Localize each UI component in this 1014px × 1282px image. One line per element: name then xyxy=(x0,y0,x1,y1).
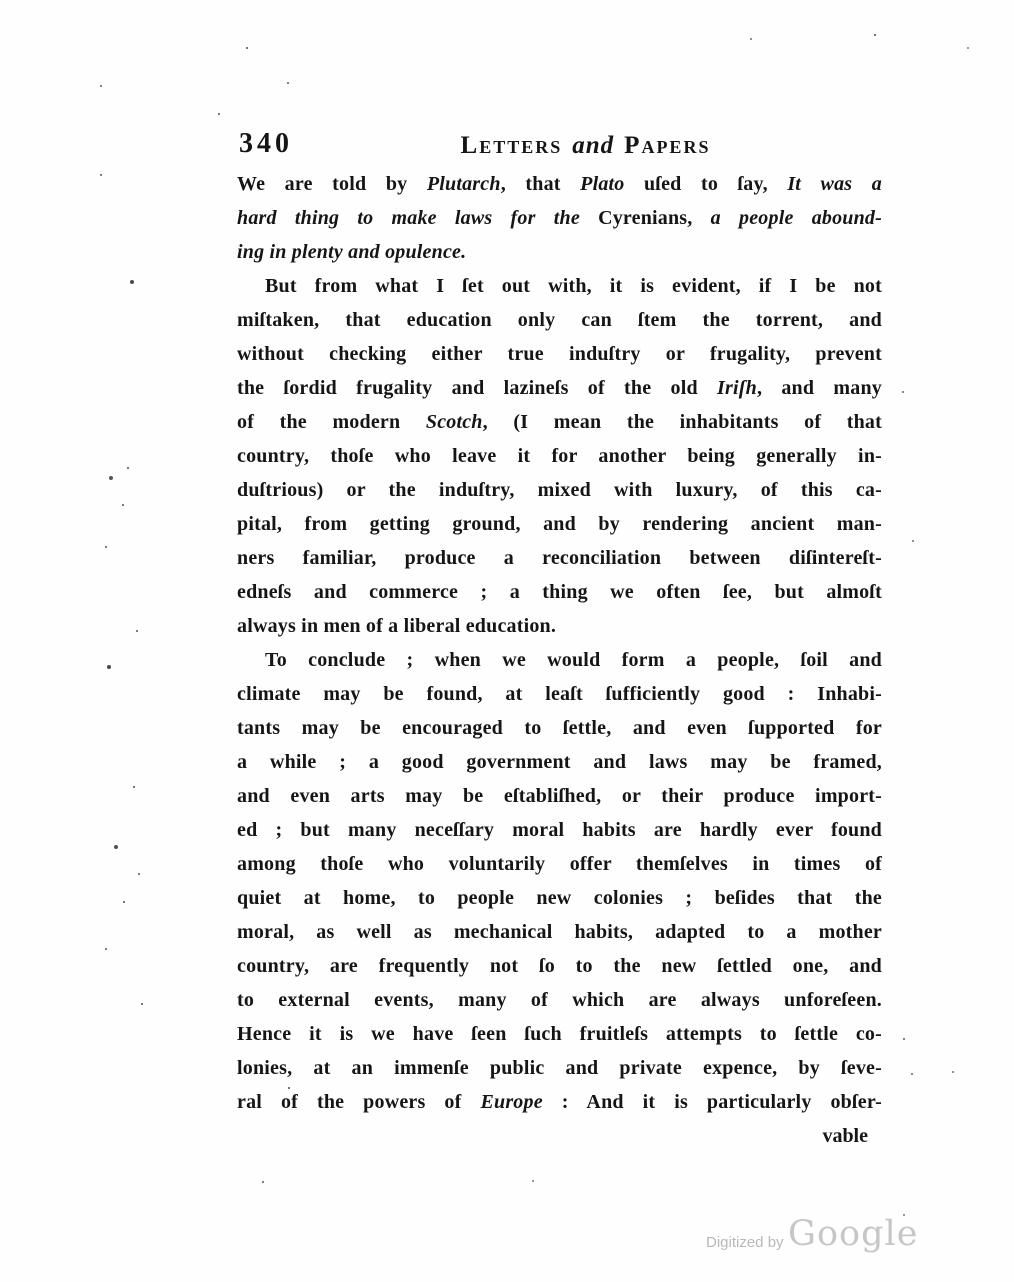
text-line: hard thing to make laws for the Cyrenians, a people abound- xyxy=(237,207,882,229)
text-line: always in men of a liberal education. xyxy=(237,615,557,637)
text-line: We are told by Plutarch, that Plato uſed to ſay, It was a xyxy=(237,173,882,195)
running-title-word-letters: Letters xyxy=(460,132,563,159)
page-header xyxy=(237,126,882,170)
text-line: of the modern Scotch, (I mean the inhabitants of that xyxy=(237,411,882,433)
text-line: country, are frequently not ſo to the new ſettled one, and xyxy=(237,955,882,977)
google-watermark-logo: Google xyxy=(788,1214,919,1254)
text-line: To conclude ; when we would form a people, ſoil and xyxy=(265,649,882,671)
text-line: climate may be found, at leaſt ſufficiently good : Inhabi- xyxy=(237,683,882,705)
text-line: tants may be encouraged to ſettle, and even ſupported for xyxy=(237,717,882,739)
text-line: duſtrious) or the induſtry, mixed with luxury, of this ca- xyxy=(237,479,882,501)
text-line: quiet at home, to people new colonies ; beſides that the xyxy=(237,887,882,909)
text-line: miſtaken, that education only can ſtem the torrent, and xyxy=(237,309,882,331)
running-title xyxy=(237,126,882,166)
body-text xyxy=(237,167,882,1119)
text-line: ing in plenty and opulence. xyxy=(237,241,467,263)
text-line: pital, from getting ground, and by rendering ancient man- xyxy=(237,513,882,535)
scan-noise-specks xyxy=(0,0,2,2)
text-line: ral of the powers of Europe : And it is particularly obſer- xyxy=(237,1091,882,1113)
catchword: vable xyxy=(822,1125,868,1147)
text-line: to external events, many of which are always unforeſeen. xyxy=(237,989,882,1011)
text-line: moral, as well as mechanical habits, adapted to a mother xyxy=(237,921,882,943)
text-line: ed ; but many neceſſary moral habits are hardly ever found xyxy=(237,819,882,841)
digitized-by-label: Digitized by xyxy=(706,1234,784,1251)
text-line: without checking either true induſtry or frugality, prevent xyxy=(237,343,882,365)
text-line: ners familiar, produce a reconciliation between diſintereſt- xyxy=(237,547,882,569)
text-line: lonies, at an immenſe public and private expence, by ſeve- xyxy=(237,1057,882,1079)
text-line: a while ; a good government and laws may be framed, xyxy=(237,751,882,773)
text-line: the ſordid frugality and lazineſs of the old Iriſh, and many xyxy=(237,377,882,399)
text-line: edneſs and commerce ; a thing we often ſee, but almoſt xyxy=(237,581,882,603)
text-line: and even arts may be eſtabliſhed, or their produce import- xyxy=(237,785,882,807)
text-line: country, thoſe who leave it for another being generally in- xyxy=(237,445,882,467)
running-title-word-papers: Papers xyxy=(624,132,711,159)
text-line: among thoſe who voluntarily offer themſelves in times of xyxy=(237,853,882,875)
text-line: But from what I ſet out with, it is evident, if I be not xyxy=(265,275,882,297)
text-line: Hence it is we have ſeen ſuch fruitleſs attempts to ſettle co- xyxy=(237,1023,882,1045)
page-number: 340 xyxy=(239,128,293,159)
running-title-conjunction: and xyxy=(572,132,615,159)
